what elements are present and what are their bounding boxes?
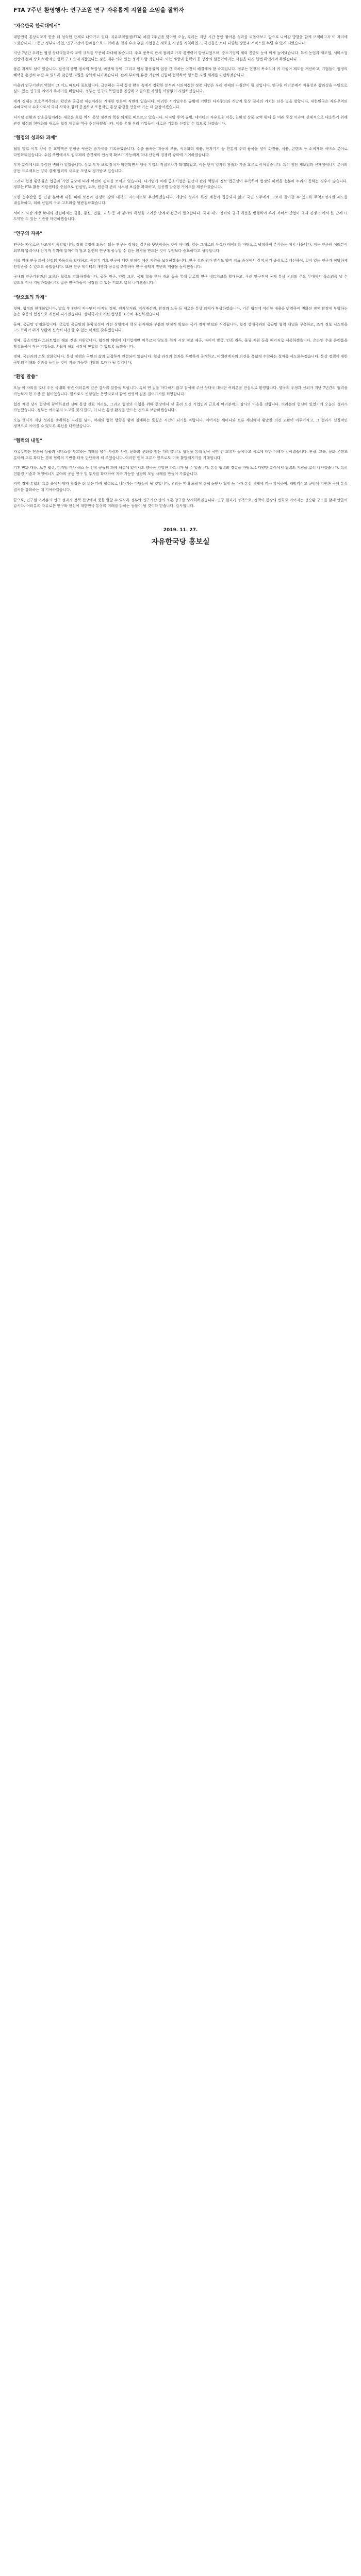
signature-organization: 자유한국당 홍보실 — [151, 537, 210, 546]
signature-block — [13, 527, 348, 547]
body-paragraph: 또한 농수산업 등 민감 분야에 대한 피해 보전과 경쟁력 강화 대책도 지속적으로 추진하겠습니다. 개방의 성과가 특정 계층에 집중되지 않고 국민 모두에게 고르게 돌아갈 수 있도록 무역조정지원 제도를 내실화하고, 피해 산업의 구조 고도화를 뒷받침하겠습니다. — [13, 194, 348, 206]
body-paragraph: 오늘 이 자리를 빛내 주신 국내외 귀빈 여러분께 깊은 감사의 말씀을 드립니다. 특히 먼 길을 마다하지 않고 참석해 주신 상대국 대표단 여러분을 진심으로 환영합니다. 양국의 우정과 신뢰가 지난 7년간의 협력을 가능하게 한 가장 큰 힘이었습니다. 앞으로도 변함없는 동반자로서 함께 번영의 길을 걸어가기를 희망합니다. — [13, 385, 348, 396]
body-paragraph: 둘째, 공급망 안정화입니다. 글로벌 공급망의 불확실성이 커진 상황에서 핵심 원자재와 부품의 안정적 확보는 국가 경제 안보와 직결됩니다. 협정 상대국과의 공급망 협력 채널을 구축하고, 조기 경보 시스템을 고도화하여 위기 상황에 신속히 대응할 수 있는 체계를 갖추겠습니다. — [13, 321, 348, 333]
body-paragraph: 물론 과제도 남아 있습니다. 원산지 증명 절차의 복잡성, 비관세 장벽, 그리고 협정 활용률의 업종 간 격차는 여전히 해결해야 할 숙제입니다. 정부는 현장의 목소리에 귀 기울여 제도를 개선하고, 기업들이 협정의 혜택을 온전히 누릴 수 있도록 맞춤형 지원을 강화해 나가겠습니다. 관계 부처와 유관 기관이 긴밀히 협력하여 원스톱 지원 체계를 마련하겠습니다. — [13, 66, 348, 77]
body-paragraph: 협정 체결 당시 협상에 참여하셨던 선배 통상 관료 여러분, 그리고 협정의 이행을 위해 현장에서 땀 흘려 오신 기업인과 근로자 여러분께도 감사의 마음을 전합니다. 여러분의 헌신이 있었기에 오늘의 성과가 가능했습니다. 정부는 여러분의 노고를 잊지 않고, 더 나은 통상 환경을 만드는 것으로 보답하겠습니다. — [13, 401, 348, 413]
signature-date: 2019. 11. 27. — [163, 527, 198, 533]
document-title: FTA 7주년 환영행사: 연구조원 연구 자유롭게 지원을 소임을 잘하자 — [13, 7, 185, 13]
press-release-body — [0, 0, 361, 547]
body-paragraph: 연구는 자유로운 사고에서 출발합니다. 정책 결정에 도움이 되는 연구는 정해진 결론을 뒷받침하는 것이 아니라, 있는 그대로의 사실과 데이터를 바탕으로 냉정하게 분석하는 데서 나옵니다. 저는 연구원 여러분이 외부의 압력이나 단기적 성과에 얽매이지 않고 본연의 연구에 몰두할 수 있는 환경을 만드는 것이 무엇보다 중요하다고 생각합니다. — [13, 242, 348, 253]
section-heading: "앞으로의 과제" — [13, 295, 47, 300]
section-heading: "연구의 자유" — [13, 231, 42, 237]
body-paragraph: 투자 분야에서도 뚜렷한 변화가 있었습니다. 상호 투자 보호 장치가 마련되면서 양국 기업의 직접투자가 확대되었고, 이는 현지 일자리 창출과 기술 교류로 이어졌습니다. 특히 첨단 제조업과 신재생에너지 분야의 공동 프로젝트는 양국 경제 협력의 새로운 모델로 평가받고 있습니다. — [13, 162, 348, 173]
section-heading: "환영 말씀" — [13, 375, 38, 380]
body-paragraph: 세계 경제는 보호무역주의의 확산과 공급망 재편이라는 거대한 변화에 직면해 있습니다. 이러한 시기일수록 규범에 기반한 다자주의와 개방적 통상 질서의 가치는 더욱 빛을 발합니다. 대한민국은 자유무역의 수혜국이자 수호자로서 국제 사회와 함께 공정하고 포용적인 통상 환경을 만들어 가는 데 앞장서겠습니다. — [13, 98, 348, 110]
body-paragraph: 기후 변화 대응, 보건 협력, 디지털 격차 해소 등 인류 공동의 과제 해결에 있어서도 양국은 긴밀한 파트너가 될 수 있습니다. 통상 협력의 경험을 바탕으로 다양한 분야에서 협력의 지평을 넓혀 나가겠습니다. 특히 친환경 기술과 재생에너지 분야의 공동 연구 및 투자를 확대하여 지속 가능한 성장의 모범 사례를 만들어 가겠습니다. — [13, 465, 348, 476]
body-paragraph: 이를 위해 연구 과제 선정의 자율성을 확대하고, 중장기 기초 연구에 대한 안정적 예산 지원을 보장하겠습니다. 연구 성과 평가 방식도 양적 지표 중심에서 질적 평가 중심으로 개선하여, 깊이 있는 연구가 정당하게 인정받을 수 있도록 하겠습니다. 또한 연구 데이터의 개방과 공유를 촉진하여 연구 생태계 전반의 역량을 높이겠습니다. — [13, 258, 348, 269]
body-paragraph: 지난 7년간 우리는 협정 상대국들과의 교역 규모를 꾸준히 확대해 왔습니다. 주요 품목의 관세 철폐로 가격 경쟁력이 향상되었으며, 중소기업의 해외 진출도 눈에 띄게 늘어났습니다. 특히 농업과 제조업, 서비스업 전반에 걸쳐 상호 보완적인 협력 구조가 자리잡았다는 점은 매우 의미 있는 성과라 할 것입니다. 이는 개방과 협력이 곧 성장의 원동력이라는 사실을 다시 한번 확인시켜 주었습니다. — [13, 50, 348, 61]
body-paragraph: 오늘 행사가 지난 성과를 축하하는 자리를 넘어, 미래의 협력 방향을 함께 설계하는 뜻깊은 시간이 되기를 바랍니다. 이어지는 세미나와 토론 세션에서 활발한 의견 교환이 이루어지고, 그 결과가 실질적인 정책으로 이어질 수 있도록 최선을 다하겠습니다. — [13, 417, 348, 429]
body-paragraph: 끝으로, 연구원 여러분의 연구 성과가 정책 현장에서 빛을 발할 수 있도록 정부와 연구기관 간의 소통 창구를 상시화하겠습니다. 연구 결과가 정책으로, 정책이 현장의 변화로 이어지는 선순환 구조를 함께 만들어 갑시다. 여러분의 자유로운 연구와 헌신이 대한민국 통상의 미래를 밝히는 등불이 될 것이라 믿습니다. 감사합니다. — [13, 497, 348, 509]
body-paragraph: 그러나 협정 활용률은 업종과 기업 규모에 따라 여전히 편차를 보이고 있습니다. 대기업에 비해 중소기업은 원산지 관리 역량과 정보 접근성이 부족하여 협정의 혜택을 충분히 누리지 못하는 경우가 많습니다. 정부는 FTA 활용 지원센터를 중심으로 컨설팅, 교육, 원산지 관리 시스템 보급을 확대하고, 업종별 맞춤형 가이드를 제공하겠습니다. — [13, 178, 348, 190]
body-paragraph: 디지털 전환과 탄소중립이라는 새로운 흐름 역시 통상 정책의 핵심 의제로 떠오르고 있습니다. 디지털 무역 규범, 데이터의 자유로운 이동, 친환경 상품 교역 확대 등 미래 통상 이슈에 선제적으로 대응하기 위해 관련 협정의 현대화와 새로운 협정 체결을 적극 추진하겠습니다. 이를 통해 우리 기업들이 새로운 기회를 선점할 수 있도록 하겠습니다. — [13, 114, 348, 126]
section-heading: "자유한국 한국대에서" — [13, 24, 60, 29]
body-paragraph: 국내외 연구기관과의 교류와 협력도 강화하겠습니다. 공동 연구, 인력 교류, 국제 학술 행사 개최 등을 통해 글로벌 연구 네트워크를 확대하고, 우리 연구진이 국제 통상 논의의 주요 무대에서 목소리를 낼 수 있도록 적극 지원하겠습니다. 젊은 연구자들이 성장할 수 있는 기회도 넓혀 나가겠습니다. — [13, 274, 348, 285]
body-paragraph: 아울러 연구기관의 역할이 그 어느 때보다 중요합니다. 급변하는 국제 통상 환경 속에서 정확한 분석과 시의적절한 정책 제언은 우리 경제의 나침반이 될 것입니다. 연구원 여러분께서 자율성과 창의성을 바탕으로 심도 있는 연구를 이어가 주시기를 바랍니다. 정부는 연구의 독립성을 존중하고 필요한 자원을 아낌없이 지원하겠습니다. — [13, 82, 348, 94]
body-paragraph: 넷째, 국민과의 소통 강화입니다. 통상 정책은 국민의 삶과 밀접하게 연결되어 있습니다. 협상 과정과 결과를 투명하게 공개하고, 이해관계자의 의견을 폭넓게 수렴하는 절차를 제도화하겠습니다. 통상 정책에 대한 국민의 이해와 신뢰를 높이는 것이 지속 가능한 개방의 토대가 될 것입니다. — [13, 354, 348, 365]
body-paragraph: 자유무역은 단순히 상품과 서비스를 사고파는 거래를 넘어 사람과 사람, 문화와 문화를 잇는 다리입니다. 협정을 통해 양국 국민 간 교류가 늘어나고 서로에 대한 이해가 깊어졌습니다. 관광, 교육, 문화 콘텐츠 분야의 교류 확대는 경제 협력의 기반을 더욱 단단하게 해 주었습니다. 이러한 인적 교류가 앞으로도 더욱 활발해지기를 기대합니다. — [13, 449, 348, 460]
body-paragraph: 서비스 시장 개방 확대와 관련해서는 금융, 통신, 법률, 교육 등 각 분야의 특성을 고려한 단계적 접근이 필요합니다. 국내 제도 정비와 규제 개선을 병행하여 우리 서비스 산업이 국제 경쟁 속에서 한 단계 더 도약할 수 있는 기반을 마련하겠습니다. — [13, 210, 348, 222]
body-paragraph: 지역 경제 통합의 흐름 속에서 양자 협정은 더 넓은 다자 협력으로 나아가는 디딤돌이 될 것입니다. 우리는 역내 포괄적 경제 동반자 협정 등 다자 통상 체제에 적극 참여하며, 개방적이고 규범에 기반한 국제 통상 질서를 강화하는 데 기여하겠습니다. — [13, 481, 348, 492]
body-paragraph: 대한민국 통상외교가 한층 더 성숙한 단계로 나아가고 있다. 자유무역협정(FTA) 체결 7주년을 맞이한 오늘, 우리는 지난 시간 동안 쌓아온 성과를 되돌아보고 앞으로 나아갈 방향을 함께 모색하고자 이 자리에 모였습니다. 그동안 정부와 기업, 연구기관이 한마음으로 노력해 온 결과 우리 수출 기업들은 새로운 시장을 개척하였고, 국민들은 보다 다양한 상품과 서비스를 누릴 수 있게 되었습니다. — [13, 35, 348, 45]
body-paragraph: 첫째, 협정의 현대화입니다. 발효 후 7년이 지나면서 디지털 경제, 전자상거래, 지식재산권, 환경과 노동 등 새로운 통상 의제가 부상하였습니다. 기존 협정에 이러한 내용을 반영하여 변화된 경제 환경에 부합하는 높은 수준의 협정으로 개선해 나가겠습니다. 상대국과의 개선 협상을 조속히 추진하겠습니다. — [13, 306, 348, 317]
section-heading: "협력의 내일" — [13, 438, 42, 444]
body-paragraph: 셋째, 중소기업과 스타트업의 해외 진출 지원입니다. 협정의 혜택이 대기업에만 머무르지 않도록 현지 시장 정보 제공, 바이어 발굴, 인증 취득, 물류 지원 등을 패키지로 제공하겠습니다. 온라인 수출 플랫폼을 활성화하여 작은 기업들도 손쉽게 해외 시장에 진입할 수 있도록 돕겠습니다. — [13, 338, 348, 349]
section-heading: "협정의 성과와 과제" — [13, 135, 58, 141]
document-sections — [13, 23, 348, 509]
body-paragraph: 협정 발효 이후 양국 간 교역액은 연평균 꾸준한 증가세를 기록하였습니다. 수출 품목은 자동차 부품, 석유화학 제품, 전자기기 등 전통적 주력 품목을 넘어 화장품, 식품, 콘텐츠 등 소비재와 서비스 분야로 다변화되었습니다. 수입 측면에서도 원자재와 중간재의 안정적 확보가 가능해져 국내 산업의 경쟁력 강화에 기여하였습니다. — [13, 146, 348, 157]
